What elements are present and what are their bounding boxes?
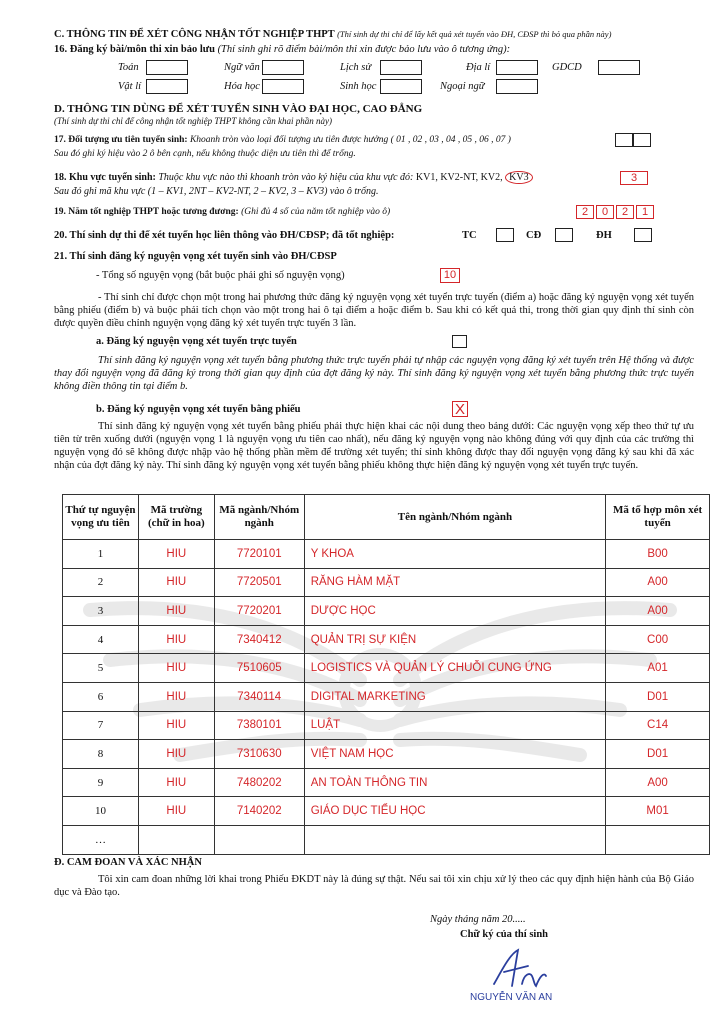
- combo-code-cell[interactable]: D01: [606, 740, 710, 769]
- major-name-cell[interactable]: AN TOÀN THÔNG TIN: [304, 768, 605, 797]
- option-a-paragraph: Thí sinh đăng ký nguyện vọng xét tuyển bằng phương thức trực tuyến phải tự nhập các nguyện vọng đăng ký xét tuyển trên Hệ thống và được thay đổi nguyện vọng đã đăng ký trong thời gian quy định của đợt đăng ký này. Thí sinh đăng ký nguyện vọng xét tuyển bằng phương thức trực tuyến không điền thông tin tại điểm b.: [54, 355, 694, 392]
- score-box-toan[interactable]: [146, 60, 188, 75]
- header-school-code: Mã trường (chữ in hoa): [138, 495, 214, 540]
- subject-label: Hóa học: [224, 81, 260, 92]
- score-box-dia-li[interactable]: [496, 60, 538, 75]
- subject-label: Vật lí: [118, 81, 142, 92]
- table-row: [63, 825, 710, 854]
- option-b-checkbox-checked[interactable]: X: [452, 401, 468, 417]
- priority-cell[interactable]: 9: [63, 768, 139, 797]
- year-digit-box[interactable]: 2: [616, 205, 634, 219]
- q20-opt-tc: TC: [462, 230, 477, 241]
- option-a-checkbox[interactable]: [452, 335, 467, 348]
- priority-cell[interactable]: …: [63, 825, 139, 854]
- major-code-cell[interactable]: 7480202: [214, 768, 304, 797]
- year-digit-box[interactable]: 2: [576, 205, 594, 219]
- section-dd-paragraph: Tôi xin cam đoan những lời khai trong Phiếu ĐKDT này là đúng sự thật. Nếu sai tôi xin chịu xử lý theo các quy định hiện hành của Bộ Giáo dục và Đào tạo.: [54, 874, 694, 898]
- school-code-cell[interactable]: HIU: [138, 654, 214, 683]
- priority-box-2[interactable]: [633, 133, 651, 147]
- q17-text2: Sau đó ghi ký hiệu vào 2 ô bên cạnh, nếu không thuộc diện ưu tiên thì để trống.: [54, 149, 356, 159]
- q20-label: 20. Thí sinh dự thi để xét tuyển học liên thông vào ĐH/CĐSP; đã tốt nghiệp:: [54, 230, 395, 241]
- combo-code-cell[interactable]: D01: [606, 682, 710, 711]
- school-code-cell[interactable]: HIU: [138, 625, 214, 654]
- section-dd-title: Đ. CAM ĐOAN VÀ XÁC NHẬN: [54, 857, 202, 868]
- header-priority: Thứ tự nguyện vọng ưu tiên: [63, 495, 139, 540]
- combo-code-cell[interactable]: C00: [606, 625, 710, 654]
- school-code-cell[interactable]: HIU: [138, 682, 214, 711]
- table-row: [63, 597, 710, 626]
- combo-code-cell[interactable]: A00: [606, 568, 710, 597]
- q18-options: KV1, KV2-NT, KV2,: [415, 172, 503, 183]
- header-major-code: Mã ngành/Nhóm ngành: [214, 495, 304, 540]
- major-code-cell[interactable]: 7380101: [214, 711, 304, 740]
- score-box-hoa-hoc[interactable]: [262, 79, 304, 94]
- subject-label: Toán: [118, 62, 139, 73]
- header-major-name: Tên ngành/Nhóm ngành: [304, 495, 605, 540]
- q19-label: 19. Năm tốt nghiệp THPT hoặc tương đương:: [54, 207, 239, 217]
- signature-label: Chữ ký của thí sinh: [460, 929, 548, 940]
- priority-cell[interactable]: 7: [63, 711, 139, 740]
- q17-text: Khoanh tròn vào loại đối tượng ưu tiên được hưởng ( 01 , 02 , 03 , 04 , 05 , 06 , 07 ): [189, 135, 511, 145]
- section-d-title: D. THÔNG TIN DÙNG ĐỂ XÉT TUYỂN SINH VÀO ĐẠI HỌC, CAO ĐẲNG: [54, 103, 423, 115]
- table-row: [63, 797, 710, 826]
- priority-cell[interactable]: 6: [63, 682, 139, 711]
- q16-note: (Thí sinh ghi rõ điểm bài/môn thi xin được bảo lưu vào ô tương ứng):: [217, 44, 511, 55]
- priority-box-1[interactable]: [615, 133, 633, 147]
- score-box-ngu-van[interactable]: [262, 60, 304, 75]
- q17-line: [54, 135, 511, 145]
- priority-cell[interactable]: 4: [63, 625, 139, 654]
- major-code-cell[interactable]: 7340114: [214, 682, 304, 711]
- area-code-box[interactable]: 3: [620, 171, 648, 185]
- score-box-ngoai-ngu[interactable]: [496, 79, 538, 94]
- score-box-gdcd[interactable]: [598, 60, 640, 75]
- table-row: [63, 625, 710, 654]
- q21-total-label: - Tổng số nguyện vọng (bắt buộc phải ghi số nguyện vọng): [96, 270, 345, 281]
- option-b-paragraph: Thí sinh đăng ký nguyện vọng xét tuyển bằng phiếu phải thực hiện khai các nội dung theo bảng dưới: Các nguyện vọng xếp theo thứ tự ưu tiên từ trên xuống dưới (nguyện vọng 1 là nguyện vọng ưu tiên cao nhất), nếu đăng ký nguyện vọng nào không đúng với quy định của các trường thì nguyện vọng đó sẽ không được nhập vào hệ thống phần mềm để trường xét tuyển; thí sinh không được thay đổi nguyện vọng đăng ký sau khi đã xác nhận của đợt đăng ký này. Thí sinh đăng ký nguyện vọng xét tuyển bằng phiếu không thực hiện đăng ký nguyện vọng xét tuyển trực tuyến.: [54, 421, 694, 471]
- table-row: [63, 654, 710, 683]
- subject-label: Ngữ văn: [224, 62, 260, 73]
- q19-note: (Ghi đủ 4 số của năm tốt nghiệp vào ô): [241, 207, 391, 217]
- major-code-cell[interactable]: 7310630: [214, 740, 304, 769]
- subject-label: GDCD: [552, 62, 582, 73]
- checkbox-cd[interactable]: [555, 228, 573, 242]
- section-c-note: (Thí sinh dự thi chỉ để lấy kết quả xét tuyển vào ĐH, CĐSP thì bỏ qua phần này): [337, 29, 612, 39]
- major-name-cell[interactable]: QUẢN TRỊ SỰ KIỆN: [304, 625, 605, 654]
- checkbox-dh[interactable]: [634, 228, 652, 242]
- score-box-vat-li[interactable]: [146, 79, 188, 94]
- subject-label: Lịch sử: [340, 62, 372, 73]
- signature-text: An: [488, 946, 490, 947]
- major-name-cell[interactable]: Y KHOA: [304, 540, 605, 569]
- school-code-cell[interactable]: HIU: [138, 540, 214, 569]
- table-row: [63, 740, 710, 769]
- table-row: [63, 768, 710, 797]
- table-row: [63, 568, 710, 597]
- table-row: [63, 711, 710, 740]
- major-name-cell[interactable]: DƯỢC HỌC: [304, 597, 605, 626]
- priority-cell[interactable]: 1: [63, 540, 139, 569]
- school-code-cell[interactable]: HIU: [138, 711, 214, 740]
- year-digit-box[interactable]: 0: [596, 205, 614, 219]
- q20-opt-dh: ĐH: [596, 230, 612, 241]
- school-code-cell[interactable]: [138, 825, 214, 854]
- major-code-cell[interactable]: [214, 825, 304, 854]
- q20-opt-cd: CĐ: [526, 230, 542, 241]
- major-code-cell[interactable]: 7720101: [214, 540, 304, 569]
- q17-label: 17. Đối tượng ưu tiên tuyển sinh:: [54, 135, 188, 145]
- subject-label: Ngoại ngữ: [440, 81, 485, 92]
- major-name-cell[interactable]: RĂNG HÀM MẶT: [304, 568, 605, 597]
- q21-paragraph: - Thí sinh chỉ được chọn một trong hai phương thức đăng ký nguyện vọng xét tuyển trực tuyến (điểm a) hoặc đăng ký nguyện vọng xét tuyển bằng phiếu (điểm b) và buộc phải tích chọn vào một trong hai ô tại điểm a hoặc điểm b. Sau khi có kết quả thi, trong thời gian quy định thí sinh còn được quyền điều chỉnh nguyện vọng đăng ký xét tuyển trực tuyến 3 lần.: [54, 292, 694, 329]
- candidate-name: NGUYỄN VĂN AN: [470, 992, 553, 1003]
- combo-code-cell[interactable]: A00: [606, 597, 710, 626]
- subject-label: Địa lí: [466, 62, 491, 73]
- major-name-cell[interactable]: DIGITAL MARKETING: [304, 682, 605, 711]
- major-name-cell[interactable]: LOGISTICS VÀ QUẢN LÝ CHUỖI CUNG ỨNG: [304, 654, 605, 683]
- header-combo-code: Mã tổ hợp môn xét tuyển: [606, 495, 710, 540]
- priority-cell[interactable]: 5: [63, 654, 139, 683]
- combo-code-cell[interactable]: [606, 825, 710, 854]
- option-b-label: b. Đăng ký nguyện vọng xét tuyển bằng phiếu: [96, 404, 301, 415]
- major-code-cell[interactable]: 7510605: [214, 654, 304, 683]
- table-row: [63, 540, 710, 569]
- major-name-cell[interactable]: GIÁO DỤC TIỂU HỌC: [304, 797, 605, 826]
- major-code-cell[interactable]: 7720201: [214, 597, 304, 626]
- q18-text2: Sau đó ghi mã khu vực (1 – KV1, 2NT – KV2-NT, 2 – KV2, 3 – KV3) vào ô trống.: [54, 186, 379, 197]
- school-code-cell[interactable]: HIU: [138, 740, 214, 769]
- q18-line: [54, 172, 533, 183]
- major-name-cell[interactable]: VIỆT NAM HỌC: [304, 740, 605, 769]
- q16-line: [54, 44, 510, 55]
- school-code-cell[interactable]: HIU: [138, 568, 214, 597]
- score-box-sinh-hoc[interactable]: [380, 79, 422, 94]
- priority-cell[interactable]: 8: [63, 740, 139, 769]
- q18-text: Thuộc khu vực nào thì khoanh tròn vào ký hiệu của khu vực đó:: [158, 172, 414, 183]
- total-wishes-box[interactable]: 10: [440, 268, 460, 283]
- q21-label: 21. Thí sinh đăng ký nguyện vọng xét tuyển sinh vào ĐH/CĐSP: [54, 251, 337, 262]
- priority-cell[interactable]: 10: [63, 797, 139, 826]
- table-row: [63, 682, 710, 711]
- combo-code-cell[interactable]: M01: [606, 797, 710, 826]
- major-name-cell[interactable]: LUẬT: [304, 711, 605, 740]
- major-name-cell[interactable]: [304, 825, 605, 854]
- q19-line: [54, 207, 390, 217]
- combo-code-cell[interactable]: C14: [606, 711, 710, 740]
- q18-selected-circle[interactable]: KV3: [505, 171, 532, 184]
- major-code-cell[interactable]: 7140202: [214, 797, 304, 826]
- q18-label: 18. Khu vực tuyển sinh:: [54, 172, 156, 183]
- major-code-cell[interactable]: 7720501: [214, 568, 304, 597]
- signature-mark: [488, 946, 548, 992]
- combo-code-cell[interactable]: A00: [606, 768, 710, 797]
- combo-code-cell[interactable]: B00: [606, 540, 710, 569]
- section-d-note: (Thí sinh dự thi chỉ để công nhận tốt nghiệp THPT không cần khai phần này): [54, 116, 332, 126]
- subject-label: Sinh học: [340, 81, 377, 92]
- priority-cell[interactable]: 3: [63, 597, 139, 626]
- table-header-row: [63, 495, 710, 540]
- section-c-title: C. THÔNG TIN ĐỂ XÉT CÔNG NHẬN TỐT NGHIỆP THPT (Thí sinh dự thi chỉ để lấy kết quả xét tuyển vào ĐH, CĐSP thì bỏ qua phần này): [54, 29, 612, 40]
- date-line: Ngày tháng năm 20.....: [430, 914, 526, 925]
- year-digit-box[interactable]: 1: [636, 205, 654, 219]
- major-code-cell[interactable]: 7340412: [214, 625, 304, 654]
- q16-label: 16. Đăng ký bài/môn thi xin bảo lưu: [54, 44, 215, 55]
- priority-cell[interactable]: 2: [63, 568, 139, 597]
- option-a-label: a. Đăng ký nguyện vọng xét tuyển trực tuyến: [96, 336, 297, 347]
- school-code-cell[interactable]: HIU: [138, 597, 214, 626]
- wishes-table: [62, 494, 710, 855]
- school-code-cell[interactable]: HIU: [138, 768, 214, 797]
- school-code-cell[interactable]: HIU: [138, 797, 214, 826]
- score-box-lich-su[interactable]: [380, 60, 422, 75]
- combo-code-cell[interactable]: A01: [606, 654, 710, 683]
- checkbox-tc[interactable]: [496, 228, 514, 242]
